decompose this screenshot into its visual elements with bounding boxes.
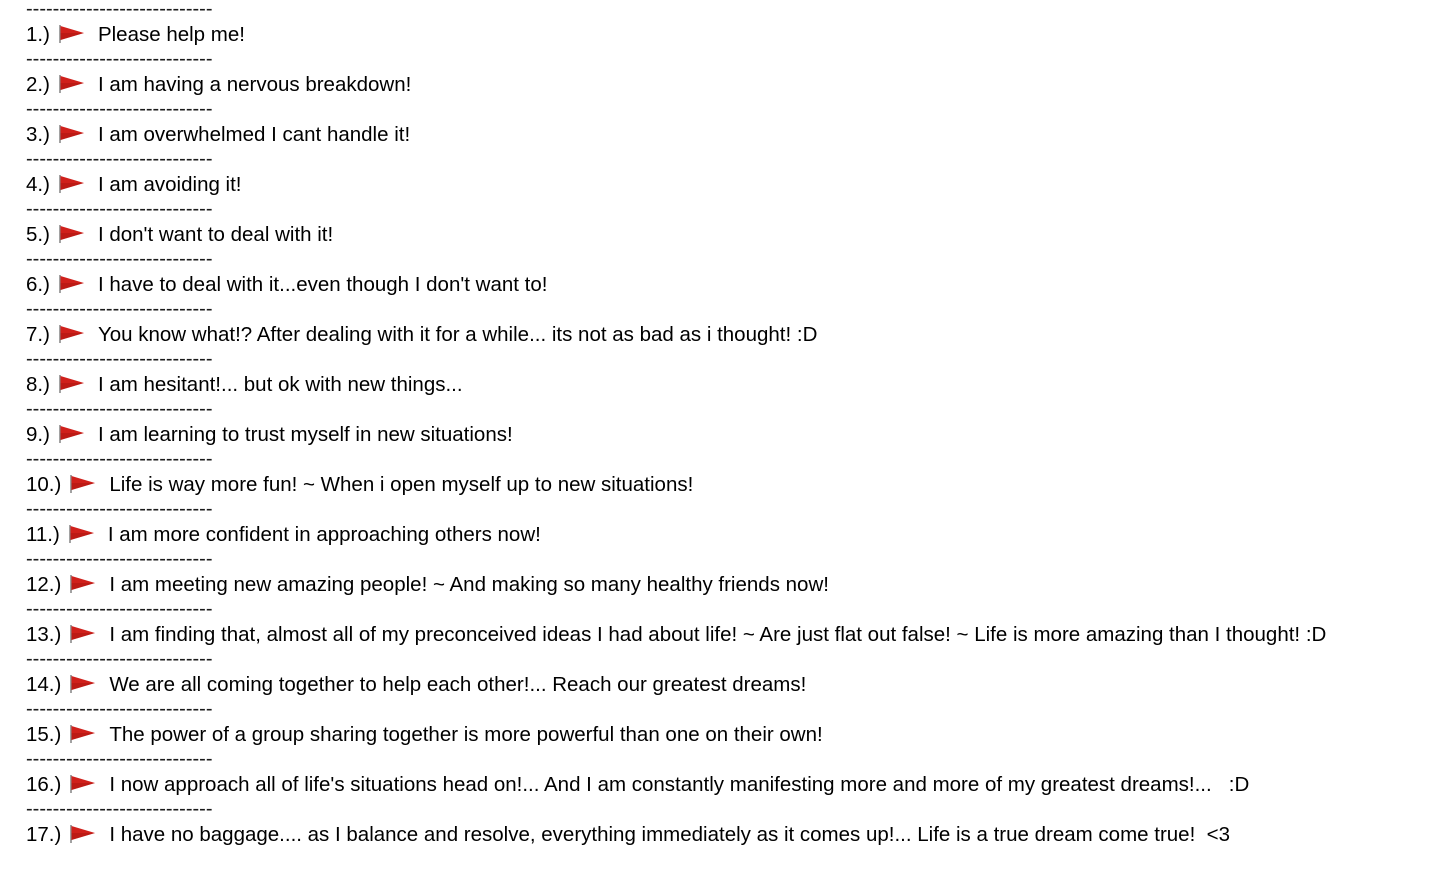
red-flag-icon [58, 24, 92, 44]
red-flag-icon [58, 174, 92, 194]
list-item [26, 469, 1446, 500]
divider-line: ---------------------------- [26, 449, 213, 469]
item-number: 16.) [26, 773, 62, 796]
list-item [26, 669, 1446, 700]
red-flag-icon [68, 524, 102, 544]
divider-line: ---------------------------- [26, 549, 213, 569]
item-text: Life is way more fun! ~ When i open myself up to new situations! [109, 473, 694, 496]
list-item [26, 69, 1446, 100]
divider-line: ---------------------------- [26, 799, 213, 819]
item-text: I have to deal with it...even though I don't want to! [97, 273, 548, 296]
divider-line: ---------------------------- [26, 699, 213, 719]
item-number: 4.) [26, 173, 50, 196]
item-number: 17.) [26, 823, 62, 846]
item-number: 9.) [26, 423, 50, 446]
item-text: I have no baggage.... as I balance and resolve, everything immediately as it comes up!... Life is a true dream come true! <3 [109, 823, 1231, 846]
item-text: Please help me! [97, 23, 245, 46]
list-item [26, 619, 1446, 650]
item-text: I am avoiding it! [97, 173, 242, 196]
item-number: 5.) [26, 223, 50, 246]
list-item [26, 369, 1446, 400]
red-flag-icon [69, 674, 103, 694]
item-number: 15.) [26, 723, 62, 746]
item-text: I am meeting new amazing people! ~ And making so many healthy friends now! [109, 573, 829, 596]
list-item [26, 19, 1446, 50]
list-item [26, 319, 1446, 350]
item-number: 11.) [26, 523, 60, 546]
item-number: 8.) [26, 373, 50, 396]
red-flag-icon [69, 774, 103, 794]
list-item [26, 119, 1446, 150]
list-item [26, 219, 1446, 250]
item-text: I am more confident in approaching others now! [107, 523, 541, 546]
divider-line: ---------------------------- [26, 599, 213, 619]
item-text: I am having a nervous breakdown! [97, 73, 412, 96]
divider-line: ---------------------------- [26, 349, 213, 369]
divider-line: ---------------------------- [26, 399, 213, 419]
item-text: I now approach all of life's situations head on!... And I am constantly manifesting more and more of my greatest dreams!... :D [109, 773, 1250, 796]
numbered-list [26, 0, 1446, 850]
item-text: I am overwhelmed I cant handle it! [97, 123, 411, 146]
list-item [26, 419, 1446, 450]
item-number: 2.) [26, 73, 50, 96]
red-flag-icon [58, 374, 92, 394]
divider-line: ---------------------------- [26, 249, 213, 269]
divider-line: ---------------------------- [26, 149, 213, 169]
item-text: You know what!? After dealing with it for a while... its not as bad as i thought! :D [97, 323, 818, 346]
divider-line: ---------------------------- [26, 0, 213, 19]
item-number: 6.) [26, 273, 50, 296]
list-item [26, 269, 1446, 300]
divider-line: ---------------------------- [26, 199, 213, 219]
list-item [26, 769, 1446, 800]
item-text: I don't want to deal with it! [97, 223, 334, 246]
item-text: I am learning to trust myself in new situations! [97, 423, 513, 446]
list-item [26, 719, 1446, 750]
item-text: The power of a group sharing together is more powerful than one on their own! [109, 723, 823, 746]
divider-line: ---------------------------- [26, 99, 213, 119]
red-flag-icon [69, 824, 103, 844]
item-number: 10.) [26, 473, 62, 496]
item-number: 1.) [26, 23, 50, 46]
divider-line: ---------------------------- [26, 299, 213, 319]
item-text: I am finding that, almost all of my preconceived ideas I had about life! ~ Are just flat out false! ~ Life is more amazing than I thought! :D [109, 623, 1327, 646]
red-flag-icon [58, 274, 92, 294]
divider-line: ---------------------------- [26, 49, 213, 69]
red-flag-icon [58, 324, 92, 344]
red-flag-icon [69, 574, 103, 594]
list-item [26, 569, 1446, 600]
item-number: 12.) [26, 573, 62, 596]
item-text: We are all coming together to help each other!... Reach our greatest dreams! [109, 673, 807, 696]
list-item [26, 169, 1446, 200]
red-flag-icon [69, 624, 103, 644]
divider-line: ---------------------------- [26, 649, 213, 669]
list-item [26, 519, 1446, 550]
red-flag-icon [58, 74, 92, 94]
divider-line: ---------------------------- [26, 749, 213, 769]
red-flag-icon [69, 474, 103, 494]
red-flag-icon [58, 224, 92, 244]
item-text: I am hesitant!... but ok with new things... [97, 373, 463, 396]
item-number: 7.) [26, 323, 50, 346]
red-flag-icon [58, 124, 92, 144]
divider-line: ---------------------------- [26, 499, 213, 519]
red-flag-icon [69, 724, 103, 744]
item-number: 3.) [26, 123, 50, 146]
red-flag-icon [58, 424, 92, 444]
item-number: 14.) [26, 673, 62, 696]
item-number: 13.) [26, 623, 62, 646]
list-item [26, 819, 1446, 850]
